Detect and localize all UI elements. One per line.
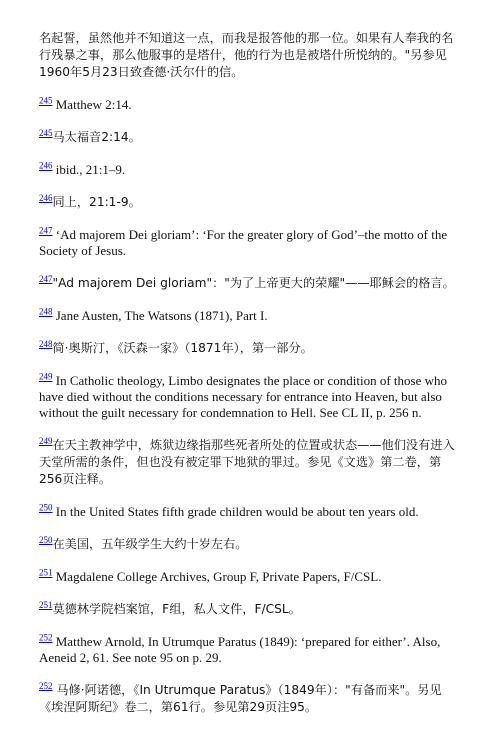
footnote-link-246[interactable]: 246	[39, 192, 53, 203]
footnote-link-249[interactable]: 249	[39, 371, 53, 382]
footnote-246-zh	[39, 194, 460, 211]
footnote-text: Jane Austen, The Watsons (1871), Part I.	[52, 308, 268, 323]
footnote-link-251[interactable]: 251	[39, 567, 53, 578]
footnote-text: Magdalene College Archives, Group F, Private Papers, F/CSL.	[52, 569, 382, 584]
footnote-text: "Ad majorem Dei gloriam"："为了上帝更大的荣耀"——耶稣会的格言。	[52, 276, 455, 290]
footnote-text: ibid., 21:1–9.	[52, 162, 126, 177]
footnote-link-252[interactable]: 252	[39, 632, 53, 643]
footnote-249-zh	[39, 437, 460, 488]
footnote-248-en	[39, 308, 460, 324]
footnote-249-en	[39, 373, 460, 421]
footnote-245-en	[39, 97, 460, 113]
footnote-link-245[interactable]: 245	[39, 127, 53, 138]
footnote-251-en	[39, 569, 460, 585]
footnote-link-250[interactable]: 250	[39, 502, 53, 513]
footnote-246-en	[39, 162, 460, 178]
footnote-text: 马修·阿诺德，《In Utrumque Paratus》（1849年）："有备而来"。另见《埃涅阿斯纪》卷二，第61行。参见第29页注95。	[39, 683, 442, 714]
footnote-250-zh	[39, 536, 460, 553]
footnote-link-249[interactable]: 249	[39, 435, 53, 446]
footnote-text: Matthew 2:14.	[52, 97, 132, 112]
footnote-link-251[interactable]: 251	[39, 599, 53, 610]
footnote-252-en	[39, 634, 460, 666]
footnote-text: Matthew Arnold, In Utrumque Paratus (1849): ‘prepared for either’. Also, Aeneid 2, 61. See note 95 on p. 29.	[39, 634, 441, 665]
footnote-link-248[interactable]: 248	[39, 338, 53, 349]
footnote-text: 在美国，五年级学生大约十岁左右。	[52, 537, 248, 551]
footnote-251-zh	[39, 601, 460, 618]
footnote-link-248[interactable]: 248	[39, 306, 53, 317]
footnote-252-zh	[39, 682, 460, 716]
footnote-link-247[interactable]: 247	[39, 273, 53, 284]
intro-text: 名起誓，虽然他并不知道这一点，而我是报答他的那一位。如果有人奉我的名行残暴之事，那么他服事的是塔什，他的行为也是被塔什所悦纳的。"另参见1960年5月23日致查德·沃尔什的信。	[39, 31, 454, 79]
footnote-link-252[interactable]: 252	[39, 680, 53, 691]
footnote-248-zh	[39, 340, 460, 357]
footnote-247-en	[39, 227, 460, 259]
footnote-250-en	[39, 504, 460, 520]
footnote-text: 同上，21:1-9。	[52, 195, 141, 209]
footnote-text: ‘Ad majorem Dei gloriam’: ‘For the greater glory of God’–the motto of the Society of Jesus.	[39, 227, 448, 258]
footnote-link-250[interactable]: 250	[39, 534, 53, 545]
footnote-link-247[interactable]: 247	[39, 225, 53, 236]
footnote-link-246[interactable]: 246	[39, 160, 53, 171]
footnote-text: 在天主教神学中，炼狱边缘指那些死者所处的位置或状态——他们没有进入天堂所需的条件，但也没有被定罪下地狱的罪过。参见《文选》第二卷，第256页注释。	[39, 438, 455, 486]
footnote-245-zh	[39, 129, 460, 146]
footnote-text: In Catholic theology, Limbo designates the place or condition of those who have died without the conditions necessary for entrance into Heaven, but also without the guilt necessary for condemnation to Hell. See CL II, p. 256 n.	[39, 373, 447, 420]
footnote-text: 简·奥斯汀，《沃森一家》（1871年），第一部分。	[52, 341, 313, 355]
footnote-247-zh	[39, 275, 460, 292]
document-page	[39, 30, 460, 732]
footnote-link-245[interactable]: 245	[39, 95, 53, 106]
footnote-text: 马太福音2:14。	[52, 130, 141, 144]
footnote-text: 莫德林学院档案馆，F组，私人文件，F/CSL。	[52, 602, 301, 616]
intro-paragraph	[39, 30, 460, 81]
footnote-text: In the United States fifth grade children would be about ten years old.	[52, 504, 419, 519]
